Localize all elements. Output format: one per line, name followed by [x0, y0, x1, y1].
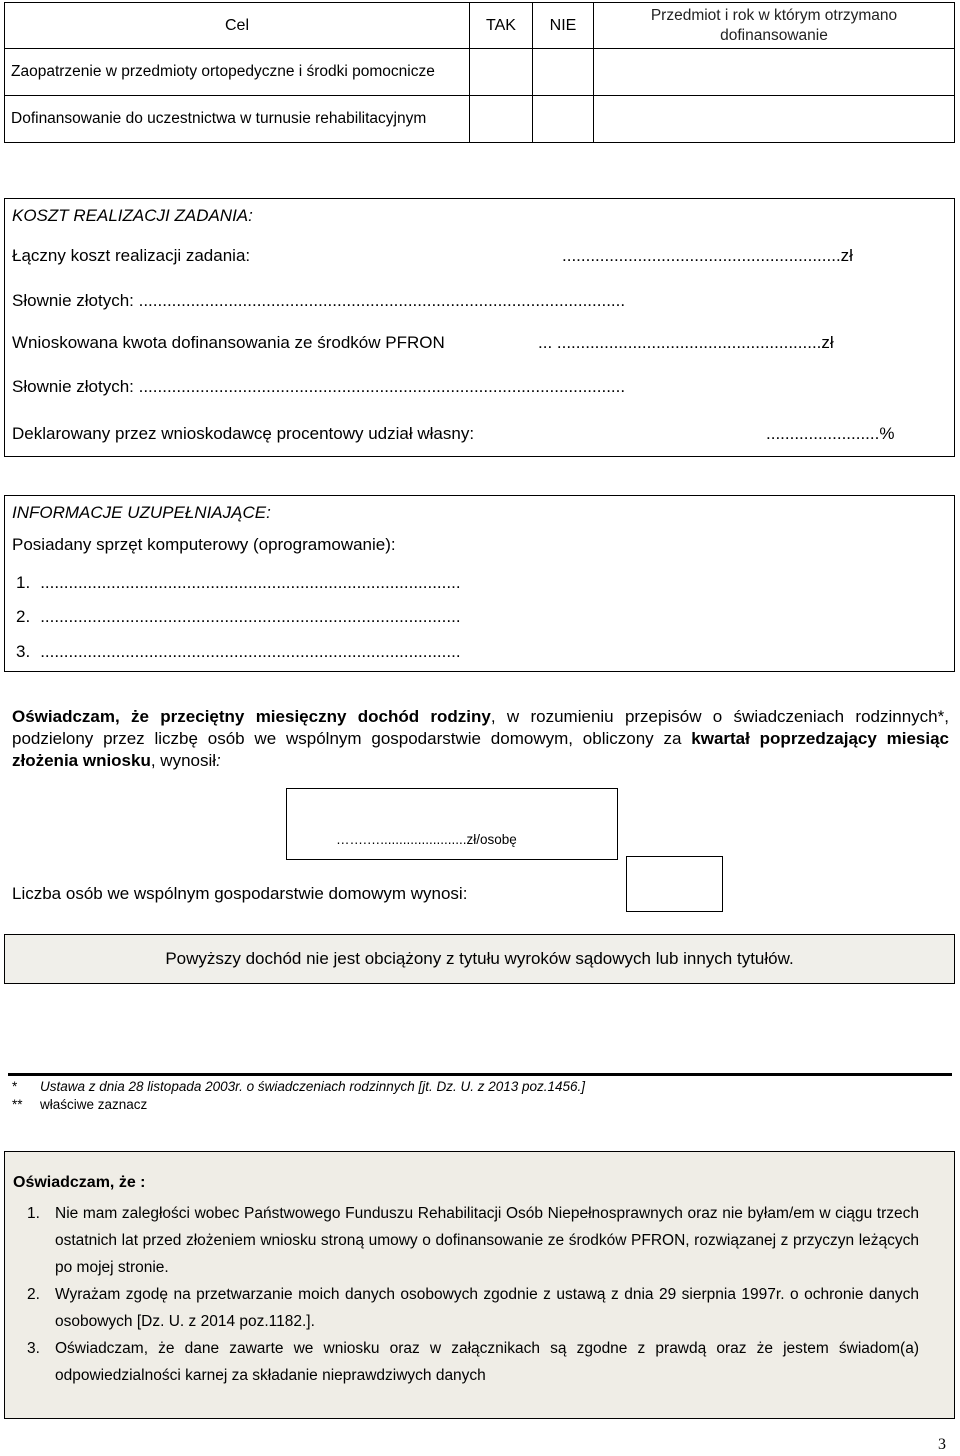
income-input-box[interactable] [286, 788, 618, 860]
item-number: 1. [16, 573, 31, 592]
requested-amount-label: Wnioskowana kwota dofinansowania ze środków PFRON [12, 333, 445, 352]
footnote-divider [8, 1073, 952, 1076]
cost-section [4, 198, 955, 457]
own-share-label: Deklarowany przez wnioskodawcę procentowy udział własny: [12, 424, 475, 443]
requested-words-field[interactable]: Słownie złotych: ....................................................................................................... [12, 377, 626, 396]
item-dots: ......................................................................................... [40, 642, 461, 661]
funding-history-table [4, 2, 955, 143]
item-text: Oświadczam, że dane zawarte we wniosku oraz w załącznikach są zgodne z prawdą oraz że jestem świadom(a) odpowiedzialności karnej za składanie nieprawdziwych danych [55, 1340, 919, 1384]
persons-label: Liczba osób we wspólnym gospodarstwie domowym wynosi: [12, 884, 468, 903]
cost-heading: KOSZT REALIZACJI ZADANIA: [12, 206, 253, 225]
income-value: …….….......................zł/osobę [336, 832, 517, 847]
page-number: 3 [938, 1436, 946, 1453]
declaration-item [27, 1281, 919, 1335]
statement-part: , wynosił [150, 751, 217, 770]
declaration-heading: Oświadczam, że : [13, 1174, 146, 1191]
item-number: 2. [27, 1286, 40, 1303]
equipment-item[interactable] [16, 607, 461, 627]
item-number: 3. [16, 642, 31, 661]
info-heading: INFORMACJE UZUPEŁNIAJĄCE: [12, 503, 271, 522]
item-number: 2. [16, 607, 31, 626]
no-checkbox[interactable] [533, 49, 594, 96]
total-cost-label: Łączny koszt realizacji zadania: [12, 246, 251, 265]
footnote-mark: ** [12, 1097, 23, 1112]
footnote-text: właściwe zaznacz [40, 1097, 148, 1112]
statement-part: : [216, 751, 221, 770]
subject-field[interactable] [594, 49, 955, 96]
notice-text: Powyższy dochód nie jest obciążony z tytułu wyroków sądowych lub innych tytułów. [165, 949, 794, 968]
header-yes: TAK [470, 3, 533, 49]
row-goal: Zaopatrzenie w przedmioty ortopedyczne i środki pomocnicze [5, 49, 470, 96]
declaration-section [4, 1151, 955, 1419]
no-checkbox[interactable] [533, 96, 594, 143]
income-not-burdened-notice [4, 934, 955, 984]
statement-part: Oświadczam, że przeciętny miesięczny dochód rodziny [12, 707, 491, 726]
total-words-field[interactable]: Słownie złotych: ....................................................................................................... [12, 291, 626, 310]
equipment-item[interactable] [16, 573, 461, 593]
declaration-item [27, 1200, 919, 1281]
row-goal: Dofinansowanie do uczestnictwa w turnusie rehabilitacyjnym [5, 96, 470, 143]
item-dots: ......................................................................................... [40, 607, 461, 626]
requested-amount-field[interactable]: ... ........................................................zł [538, 333, 834, 352]
statement-part: kwartał poprzedzający miesiąc złożenia wniosku [12, 729, 950, 770]
item-dots: ......................................................................................... [40, 573, 461, 592]
total-cost-field[interactable]: ...........................................................zł [562, 246, 853, 265]
item-number: 3. [27, 1340, 40, 1357]
declaration-item [27, 1335, 919, 1389]
persons-input-box[interactable] [626, 856, 723, 912]
footnote-text: Ustawa z dnia 28 listopada 2003r. o świadczeniach rodzinnych [jt. Dz. U. z 2013 poz.1456.] [40, 1079, 586, 1094]
subject-field[interactable] [594, 96, 955, 143]
footnote-mark: * [12, 1079, 18, 1094]
own-share-field[interactable]: ........................% [766, 424, 895, 443]
item-number: 1. [27, 1205, 40, 1222]
item-text: Wyrażam zgodę na przetwarzanie moich danych osobowych zgodnie z ustawą z dnia 29 sierpnia 1997r. o ochronie danych osobowych [Dz. U. z 2014 poz.1182.]. [55, 1286, 919, 1330]
item-text: Nie mam zaległości wobec Państwowego Funduszu Rehabilitacji Osób Niepełnosprawnych oraz nie byłam/em w ciągu trzech ostatnich lat przed złożeniem wniosku stroną umowy o dofinansowanie ze środków PFRON, rozwiązanej z przyczyn leżących po mojej stronie. [55, 1205, 919, 1276]
header-no: NIE [533, 3, 594, 49]
header-subject: Przedmiot i rok w którym otrzymano dofinansowanie [594, 3, 955, 49]
income-statement [12, 706, 949, 772]
yes-checkbox[interactable] [470, 49, 533, 96]
header-goal: Cel [5, 3, 470, 49]
equipment-label: Posiadany sprzęt komputerowy (oprogramowanie): [12, 535, 396, 554]
yes-checkbox[interactable] [470, 96, 533, 143]
equipment-item[interactable] [16, 642, 461, 662]
statement-part: , w rozumieniu przepisów o świadczeniach rodzinnych*, podzielony przez liczbę osób we wspólnym gospodarstwie domowym, obliczony za [12, 707, 949, 748]
